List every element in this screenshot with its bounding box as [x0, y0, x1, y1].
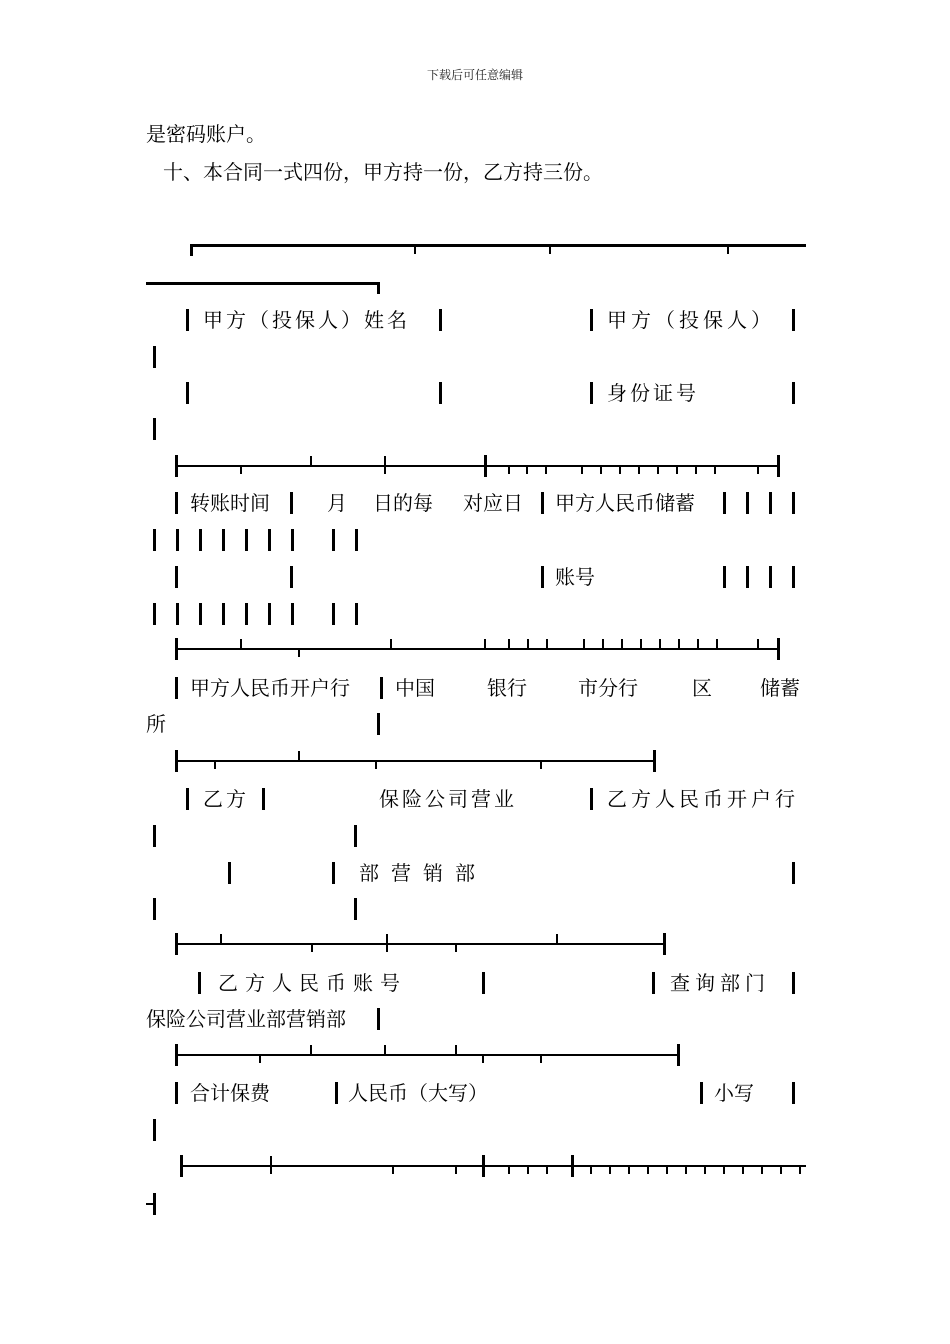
cell-bank-label: 银行 — [487, 676, 527, 700]
cell-corresponding-day-label: 对应日 — [463, 491, 523, 515]
cell-party-a-label: 甲方（投保人） — [607, 308, 775, 332]
cell-party-a-name-label: 甲方（投保人）姓名 — [203, 308, 410, 332]
cell-month-label: 月 — [327, 491, 347, 515]
cell-insurance-sales-department-label: 保险公司营业部营销部 — [146, 1007, 346, 1031]
cell-city-branch-label: 市分行 — [578, 676, 638, 700]
cell-transfer-time-label: 转账时间 — [190, 491, 270, 515]
page-header: 下载后可任意编辑 — [426, 68, 523, 82]
cell-lowercase-label: 小写 — [714, 1081, 754, 1105]
cell-party-b-label: 乙方 — [203, 787, 249, 811]
cell-district-label: 区 — [692, 676, 712, 700]
cell-sales-department-label: 部营销部 — [359, 861, 487, 885]
cell-party-a-bank-label: 甲方人民币开户行 — [190, 676, 350, 700]
cell-rmb-uppercase-label: 人民币（大写） — [348, 1081, 488, 1105]
cell-insurance-company-label: 保险公司营业 — [379, 787, 517, 811]
cell-inquiry-department-label: 查询部门 — [670, 971, 770, 995]
cell-party-a-savings-label: 甲方人民币储蓄 — [555, 491, 695, 515]
cell-id-number-label: 身份证号 — [607, 381, 699, 405]
cell-day-each-label: 日的每 — [373, 491, 433, 515]
cell-office-label: 所 — [146, 712, 166, 736]
body-line-1: 是密码账户。 — [146, 122, 266, 146]
body-line-2: 十、本合同一式四份，甲方持一份，乙方持三份。 — [163, 160, 603, 184]
cell-party-b-account-label: 乙方人民币账号 — [218, 971, 407, 995]
cell-china-label: 中国 — [395, 676, 435, 700]
cell-savings-label: 储蓄 — [760, 676, 800, 700]
cell-total-premium-label: 合计保费 — [190, 1081, 270, 1105]
cell-party-b-bank-label: 乙方人民币开户行 — [607, 787, 799, 811]
cell-account-label: 账号 — [555, 565, 595, 589]
